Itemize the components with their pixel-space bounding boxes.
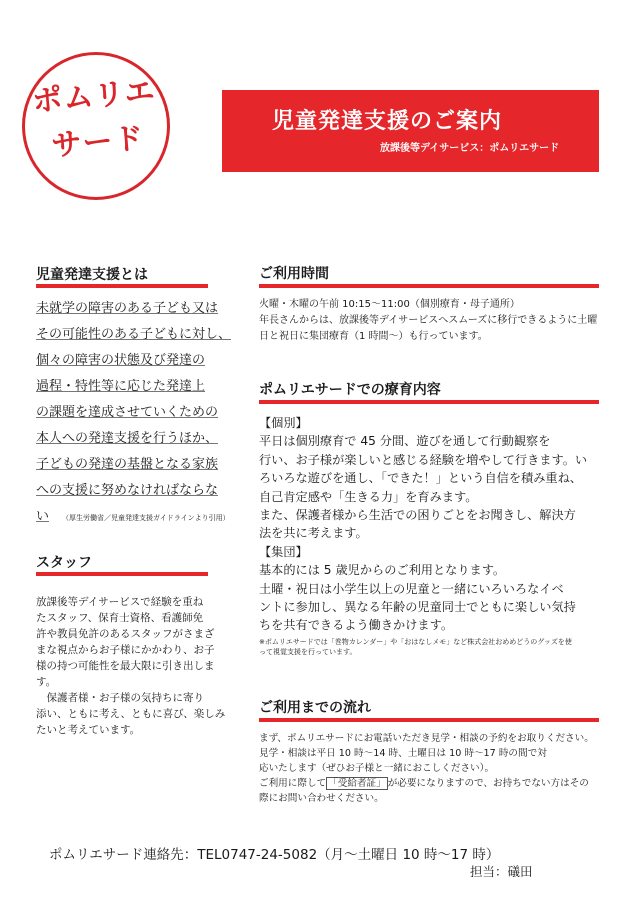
care-line: 行い、お子様が楽しいと感じる経験を増やして行きます。い	[259, 452, 588, 467]
flow-text: ご利用に際して	[259, 778, 327, 789]
hours-body	[259, 297, 599, 345]
intro-citation: （厚生労働省／児童発達支援ガイドラインより引用）	[62, 514, 230, 522]
intro-heading: 児童発達支援とは	[36, 267, 148, 283]
staff-line: す。	[36, 676, 57, 688]
care-heading: ポムリエサードでの療育内容	[259, 382, 441, 398]
care-line: また、保護者様から生活での困りごとをお聞きし、解決方	[259, 508, 576, 523]
care-line: 法を共に考えます。	[259, 526, 368, 541]
intro-line: の課題を達成させていくための	[36, 405, 219, 420]
flow-text: が必要になりますので、お持ちでない方はその	[387, 778, 589, 789]
staff-line: 許や教員免許のあるスタッフがさまざ	[36, 628, 215, 640]
intro-line: その可能性のある子どもに対し、	[36, 327, 232, 342]
intro-body	[36, 296, 236, 530]
care-note-line: ※ポムリエサードでは「巻物カレンダー」や「おはなしメモ」など株式会社おめめどうのグッズを使	[259, 637, 572, 646]
hours-line: 火曜・木曜の午前 10:15～11:00（個別療育・母子通所）	[259, 299, 520, 310]
care-line: ントに参加し、異なる年齢の児童同士でともに楽しい気持	[259, 600, 576, 615]
intro-line: 子どもの発達の基盤となる家族	[36, 457, 219, 472]
staff-line: たスタッフ、保育士資格、看護師免	[36, 612, 204, 624]
intro-line: い	[36, 509, 50, 524]
logo-line-1: ポムリエ	[30, 73, 157, 120]
care-line: 基本的には 5 歳児からのご利用となります。	[259, 563, 506, 578]
staff-line: まな視点からお子様にかかわり、お子	[36, 644, 215, 656]
certificate-highlight: 「受給者証」	[328, 778, 386, 789]
staff-heading-rule	[36, 572, 208, 576]
flow-heading: ご利用までの流れ	[259, 700, 371, 716]
care-line: 平日は個別療育で 45 分間、遊びを通して行動観察を	[259, 434, 551, 449]
care-note-line: って視覚支援を行っています。	[259, 647, 357, 656]
staff-heading: スタッフ	[36, 555, 92, 571]
care-heading-rule	[259, 400, 599, 404]
intro-line: 未就学の障害のある子ども又は	[36, 301, 219, 316]
hours-line: 年長さんからは、放課後等デイサービスへスムーズに移行できるように土曜	[259, 315, 598, 326]
care-line: 自己肯定感や「生きる力」を育みます。	[259, 489, 478, 504]
intro-line: への支援に努めなければならな	[36, 483, 219, 498]
staff-line: 保護者様・お子様の気持ちに寄り	[46, 692, 204, 704]
intro-line-last	[36, 504, 236, 530]
care-body	[259, 414, 599, 657]
intro-line: 個々の障害の状態及び発達の	[36, 353, 206, 368]
hours-heading-rule	[259, 284, 599, 288]
staff-line: 添い、ともに考え、ともに喜び、楽しみ	[36, 708, 226, 720]
flow-heading-rule	[259, 718, 599, 722]
flow-line: 際にお問い合わせください。	[259, 793, 384, 804]
care-note	[259, 637, 599, 657]
flow-line: 応いたします（ぜひお子様と一緒におこしください）。	[259, 763, 495, 774]
care-group-label: 【集団】	[259, 544, 308, 559]
care-line: ちを共有できるよう働きかけます。	[259, 618, 454, 633]
footer-person-in-charge: 担当：礒田	[470, 864, 533, 879]
staff-line: たいと考えています。	[36, 724, 141, 736]
intro-heading-rule	[36, 284, 208, 288]
footer-contact: ポムリエサード連絡先：TEL0747-24-5082（月～土曜日 10 時～17 時）	[49, 847, 500, 863]
flow-line: 見学・相談は平日 10 時～14 時、土曜日は 10 時～17 時の間で対	[259, 748, 547, 759]
page-subtitle: 放課後等デイサービス：ポムリエサード	[380, 143, 560, 154]
page-title: 児童発達支援のご案内	[272, 109, 503, 134]
staff-line: 様の持つ可能性を最大限に引き出しま	[36, 660, 215, 672]
flow-line	[259, 776, 604, 791]
staff-line: 放課後等デイサービスで経験を重ね	[36, 596, 204, 608]
hours-heading: ご利用時間	[259, 266, 329, 282]
care-line: ろいろな遊びを通し、「できた！」という自信を積み重ね、	[259, 471, 582, 486]
staff-body	[36, 594, 236, 738]
flow-line: まず、ポムリエサードにお電話いただき見学・相談の予約をお取りください。	[259, 733, 594, 744]
hours-line: 日と祝日に集団療育（1 時間～）も行っています。	[259, 331, 488, 342]
flow-body	[259, 731, 604, 806]
care-individual-label: 【個別】	[259, 416, 308, 430]
intro-line: 過程・特性等に応じた発達上	[36, 379, 206, 394]
intro-line: 本人への発達支援を行うほか、	[36, 431, 219, 446]
logo-line-2: サード	[50, 120, 146, 164]
logo	[18, 68, 173, 173]
care-line: 土曜・祝日は小学生以上の児童と一緒にいろいろなイベ	[259, 581, 564, 596]
